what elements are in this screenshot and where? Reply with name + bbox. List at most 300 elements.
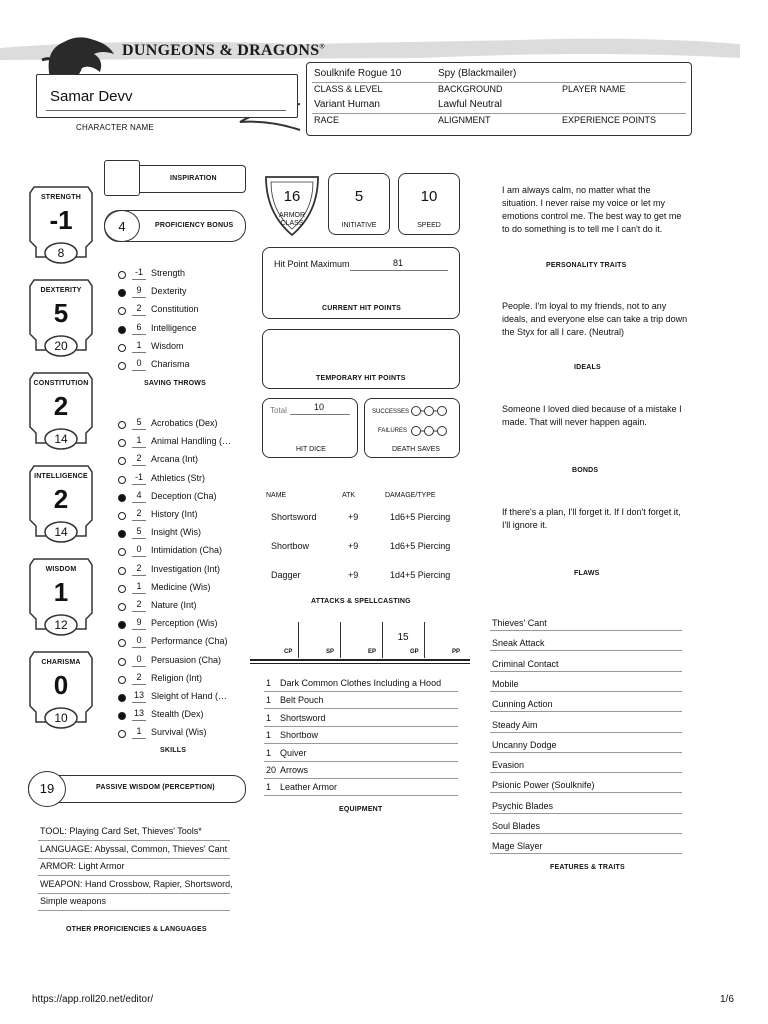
- bonds: [502, 403, 682, 479]
- failures-label: FAILURES: [378, 428, 408, 434]
- feature-name: Cunning Action: [492, 699, 553, 710]
- proficiency-dot[interactable]: [118, 621, 126, 629]
- coin-cell-ep[interactable]: [340, 622, 382, 658]
- modifier-underline: [132, 666, 146, 667]
- name: Performance (Cha): [151, 636, 228, 647]
- equipment-qty: 1: [266, 695, 272, 706]
- proficiency-dot[interactable]: [118, 494, 126, 502]
- proficiency-dot[interactable]: [118, 344, 126, 352]
- equipment-underline: [264, 795, 458, 796]
- saving-throw-row[interactable]: [110, 321, 250, 337]
- modifier-value: 0: [136, 635, 142, 646]
- equipment-name: Arrows: [280, 765, 309, 775]
- death-save-circles[interactable]: [408, 403, 452, 443]
- ideals: [502, 300, 692, 376]
- flaws-text[interactable]: If there's a plan, I'll forget it. If I don't forget it, I'll ignore it.: [502, 507, 681, 530]
- ability-score[interactable]: 14: [54, 525, 68, 539]
- name: Constitution: [151, 304, 199, 315]
- skill-row[interactable]: [110, 489, 250, 505]
- skill-row[interactable]: [110, 507, 250, 523]
- coin-divider: [340, 622, 341, 658]
- name: Medicine (Wis): [151, 581, 211, 592]
- ability-score[interactable]: 12: [54, 618, 68, 632]
- feature-underline: [490, 813, 682, 814]
- name: Stealth (Dex): [151, 709, 204, 720]
- modifier-value: 9: [136, 617, 142, 628]
- equipment-item[interactable]: [264, 711, 460, 727]
- name: Insight (Wis): [151, 527, 202, 538]
- ability-box: [28, 650, 94, 734]
- modifier-underline: [132, 484, 146, 485]
- ability-label: INTELLIGENCE: [34, 473, 88, 480]
- ability-modifier[interactable]: 5: [53, 298, 69, 328]
- modifier-underline: [132, 520, 146, 521]
- coin-label: GP: [410, 649, 419, 655]
- modifier-value: 6: [136, 321, 142, 332]
- skill-row[interactable]: [110, 653, 250, 669]
- modifier-underline: [132, 702, 146, 703]
- skill-row[interactable]: [110, 616, 250, 632]
- modifier-underline: [132, 315, 146, 316]
- logo-text: DUNGEONS & DRAGONS®: [122, 42, 325, 59]
- proficiency-line: LANGUAGE: Abyssal, Common, Thieves' Cant: [40, 843, 228, 854]
- proficiency-dot[interactable]: [118, 512, 126, 520]
- modifier-value: 0: [136, 358, 142, 368]
- modifier-underline: [132, 629, 146, 630]
- modifier-underline: [132, 334, 146, 335]
- equipment-section: [264, 676, 460, 821]
- feature-item[interactable]: [490, 697, 682, 715]
- armor-class-label-2: CLASS: [280, 220, 304, 227]
- proficiency-underline: [38, 840, 230, 841]
- attack-header-name: NAME: [266, 492, 287, 499]
- feature-name: Sneak Attack: [492, 638, 545, 649]
- feature-name: Psionic Power (Soulknife): [492, 780, 595, 791]
- modifier-underline: [132, 370, 146, 371]
- name: Charisma: [151, 359, 190, 369]
- skill-row[interactable]: [110, 471, 250, 487]
- feature-item[interactable]: [490, 616, 682, 634]
- money-section: [256, 622, 468, 664]
- coin-divider: [424, 622, 425, 658]
- ability-box: [28, 185, 94, 269]
- experience-label: EXPERIENCE POINTS: [562, 115, 657, 125]
- ability-modifier[interactable]: 1: [53, 577, 69, 607]
- modifier-underline: [132, 593, 146, 594]
- modifier-value: 1: [136, 339, 142, 350]
- name: Intelligence: [151, 322, 197, 333]
- equipment-underline: [264, 726, 458, 727]
- coin-label: SP: [326, 649, 335, 655]
- background-value[interactable]: Spy (Blackmailer): [438, 68, 517, 79]
- saving-throws: [110, 266, 250, 396]
- personality-traits: [502, 184, 682, 274]
- skill-row[interactable]: [110, 671, 250, 687]
- proficiency-dot[interactable]: [118, 289, 126, 297]
- name: Athletics (Str): [151, 472, 206, 483]
- feature-item[interactable]: [490, 738, 682, 756]
- skill-row[interactable]: [110, 452, 250, 468]
- saving-throw-row[interactable]: [110, 339, 250, 355]
- feature-underline: [490, 630, 682, 631]
- proficiency-dot[interactable]: [118, 271, 126, 279]
- other-proficiencies: [38, 826, 233, 936]
- ability-score[interactable]: 8: [57, 246, 65, 260]
- footer-page: 1/6: [720, 994, 734, 1005]
- name: Animal Handling (…: [151, 436, 232, 447]
- attack-damage: 1d6+5 Piercing: [390, 512, 451, 522]
- proficiency-line: Simple weapons: [40, 896, 107, 906]
- equipment-name: Quiver: [280, 747, 307, 758]
- ability-label: CHARISMA: [41, 659, 81, 666]
- equipment-underline: [264, 778, 458, 779]
- personality-label: PERSONALITY TRAITS: [546, 262, 627, 269]
- skill-row[interactable]: [110, 434, 250, 450]
- hp-max-value[interactable]: 81: [393, 258, 404, 268]
- skill-row[interactable]: [110, 562, 250, 578]
- alignment-value[interactable]: Lawful Neutral: [438, 99, 502, 110]
- armor-class-shield: [262, 173, 322, 239]
- proficiency-dot[interactable]: [118, 676, 126, 684]
- modifier-underline: [132, 684, 146, 685]
- equipment-underline: [264, 743, 458, 744]
- modifier-value: 5: [136, 526, 142, 537]
- ability-label: DEXTERITY: [40, 287, 82, 294]
- equipment-name: Belt Pouch: [280, 695, 324, 706]
- features-traits: [490, 616, 682, 878]
- modifier-underline: [132, 447, 146, 448]
- skills-label: SKILLS: [160, 747, 187, 754]
- proficiency-dot[interactable]: [118, 421, 126, 429]
- proficiency-dot[interactable]: [118, 694, 126, 702]
- feature-name: Uncanny Dodge: [492, 739, 557, 750]
- ability-modifier[interactable]: -1: [49, 205, 73, 235]
- name: Perception (Wis): [151, 618, 218, 629]
- name: Nature (Int): [151, 600, 197, 610]
- feature-item[interactable]: [490, 657, 682, 675]
- proficiency-underline: [38, 858, 230, 859]
- name: Investigation (Int): [151, 563, 221, 574]
- name: Strength: [151, 268, 186, 278]
- attack-name: Dagger: [271, 570, 301, 580]
- equipment-item[interactable]: [264, 728, 460, 744]
- footer-url[interactable]: https://app.roll20.net/editor/: [32, 994, 154, 1005]
- proficiency-dot[interactable]: [118, 603, 126, 611]
- equipment-label: EQUIPMENT: [339, 806, 383, 813]
- proficiency-dot[interactable]: [118, 730, 126, 738]
- hit-dice-label: HIT DICE: [296, 446, 326, 453]
- attacks-section: [262, 488, 458, 608]
- attack-bonus: +9: [348, 541, 359, 551]
- proficiency-dot[interactable]: [118, 548, 126, 556]
- coin-cell-sp[interactable]: [298, 622, 340, 658]
- ability-label: CONSTITUTION: [33, 380, 89, 387]
- ability-modifier[interactable]: 0: [53, 670, 69, 700]
- equipment-qty: 1: [266, 712, 272, 723]
- equipment-name: Shortbow: [280, 730, 319, 741]
- modifier-value: -1: [134, 471, 143, 482]
- modifier-underline: [132, 611, 146, 612]
- feature-item[interactable]: [490, 799, 682, 817]
- ability-box: [28, 371, 94, 455]
- modifier-value: 1: [136, 726, 142, 737]
- modifier-underline: [132, 738, 146, 739]
- equipment-name: Leather Armor: [280, 782, 338, 793]
- feature-name: Mage Slayer: [492, 841, 543, 852]
- modifier-value: -1: [134, 267, 143, 277]
- skill-row[interactable]: [110, 689, 250, 705]
- saving-throw-row[interactable]: [110, 357, 250, 373]
- attack-damage: 1d4+5 Piercing: [390, 570, 451, 580]
- feature-underline: [490, 792, 682, 793]
- feature-item[interactable]: [490, 778, 682, 796]
- inspiration-label: INSPIRATION: [170, 175, 217, 182]
- modifier-value: 13: [133, 690, 144, 700]
- proficiency-dot[interactable]: [118, 362, 126, 370]
- inspiration-checkbox[interactable]: [104, 160, 140, 196]
- modifier-underline: [132, 556, 146, 557]
- character-name-label: CHARACTER NAME: [76, 123, 154, 132]
- proficiency-dot[interactable]: [118, 307, 126, 315]
- modifier-underline: [132, 538, 146, 539]
- name: Acrobatics (Dex): [151, 418, 218, 428]
- equipment-qty: 1: [266, 782, 272, 793]
- class-level-value[interactable]: Soulknife Rogue 10: [314, 68, 402, 79]
- proficiency-dot[interactable]: [118, 639, 126, 647]
- modifier-underline: [132, 502, 146, 503]
- feature-item[interactable]: [490, 636, 682, 654]
- hp-max-label: Hit Point Maximum: [274, 259, 350, 269]
- skill-row[interactable]: [110, 707, 250, 723]
- feature-name: Soul Blades: [492, 821, 541, 831]
- ideals-label: IDEALS: [574, 364, 601, 371]
- character-name[interactable]: Samar Devv: [50, 88, 133, 105]
- hit-dice-total-value[interactable]: 10: [314, 402, 325, 412]
- skill-row[interactable]: [110, 580, 250, 596]
- proficiency-dot[interactable]: [118, 567, 126, 575]
- armor-class-label-1: ARMOR: [278, 212, 306, 219]
- saving-throw-row[interactable]: [110, 302, 250, 318]
- proficiency-dot[interactable]: [118, 530, 126, 538]
- ability-score[interactable]: 20: [54, 339, 68, 353]
- equipment-qty: 1: [266, 678, 272, 688]
- ability-label: STRENGTH: [40, 194, 82, 201]
- equipment-item[interactable]: [264, 763, 460, 779]
- ability-modifier[interactable]: 2: [53, 391, 69, 421]
- character-name-underline: [46, 110, 286, 111]
- modifier-value: 2: [136, 671, 142, 682]
- proficiency-value[interactable]: 4: [118, 219, 126, 234]
- saving-throw-row[interactable]: [110, 284, 250, 300]
- proficiency-line: TOOL: Playing Card Set, Thieves' Tools*: [40, 826, 202, 836]
- feature-name: Psychic Blades: [492, 800, 554, 811]
- skill-row[interactable]: [110, 543, 250, 559]
- name: Survival (Wis): [151, 727, 207, 738]
- coin-label: CP: [284, 649, 293, 655]
- proficiency-dot[interactable]: [118, 326, 126, 334]
- coin-cell-pp[interactable]: [424, 622, 466, 658]
- feature-underline: [490, 691, 682, 692]
- feature-name: Criminal Contact: [492, 658, 559, 669]
- attack-row[interactable]: [262, 541, 458, 557]
- feature-underline: [490, 650, 682, 651]
- proficiency-dot[interactable]: [118, 476, 126, 484]
- ability-score[interactable]: 14: [54, 432, 68, 446]
- ability-box: [28, 278, 94, 362]
- modifier-value: 13: [133, 708, 144, 719]
- attack-header-damage: DAMAGE/TYPE: [385, 492, 436, 499]
- bonds-text[interactable]: Someone I loved died because of a mistake I made. That will never happen again.: [502, 404, 682, 427]
- proficiency-underline: [38, 875, 230, 876]
- player-name-label: PLAYER NAME: [562, 84, 626, 94]
- attack-bonus: +9: [348, 512, 359, 522]
- coin-cell-gp[interactable]: [382, 622, 424, 658]
- equipment-item[interactable]: [264, 676, 460, 692]
- temp-hp-label: TEMPORARY HIT POINTS: [316, 375, 406, 382]
- modifier-value: 2: [136, 453, 142, 464]
- death-saves-label: DEATH SAVES: [392, 446, 440, 453]
- ability-scores: [28, 185, 98, 745]
- modifier-underline: [132, 279, 146, 280]
- successes-label: SUCCESSES: [372, 409, 410, 415]
- proficiency-label: PROFICIENCY BONUS: [155, 222, 234, 229]
- modifier-underline: [132, 352, 146, 353]
- armor-class-value[interactable]: 16: [283, 188, 301, 205]
- name: Religion (Int): [151, 672, 203, 683]
- speed-value[interactable]: 10: [420, 188, 438, 205]
- saving-throws-label: SAVING THROWS: [144, 380, 206, 387]
- modifier-value: 5: [136, 417, 142, 427]
- equipment-qty: 20: [266, 765, 277, 775]
- modifier-underline: [132, 297, 146, 298]
- background-label: BACKGROUND: [438, 84, 503, 94]
- ability-modifier[interactable]: 2: [53, 484, 69, 514]
- name: Dexterity: [151, 286, 187, 297]
- modifier-value: 2: [136, 562, 142, 573]
- feature-underline: [490, 671, 682, 672]
- modifier-value: 1: [136, 435, 142, 446]
- coin-value: 15: [397, 632, 409, 643]
- feature-item[interactable]: [490, 718, 682, 736]
- attacks-label: ATTACKS & SPELLCASTING: [311, 598, 411, 605]
- proficiency-dot[interactable]: [118, 439, 126, 447]
- proficiency-line: WEAPON: Hand Crossbow, Rapier, Shortsword,: [40, 878, 233, 889]
- skill-row[interactable]: [110, 598, 250, 614]
- feature-underline: [490, 732, 682, 733]
- features-label: FEATURES & TRAITS: [550, 864, 625, 871]
- proficiency-dot[interactable]: [118, 457, 126, 465]
- header: [0, 30, 768, 140]
- passive-perception-value[interactable]: 19: [39, 781, 55, 796]
- attack-name: Shortsword: [271, 512, 317, 522]
- coin-label: PP: [452, 649, 461, 655]
- speed-label: SPEED: [417, 222, 441, 229]
- feature-name: Thieves' Cant: [492, 618, 547, 628]
- skill-row[interactable]: [110, 725, 250, 741]
- ability-box: [28, 557, 94, 641]
- equipment-item[interactable]: [264, 746, 460, 762]
- feature-underline: [490, 853, 682, 854]
- race-value[interactable]: Variant Human: [314, 99, 380, 110]
- name: Arcana (Int): [151, 454, 199, 465]
- skills: [110, 416, 250, 761]
- equipment-name: Dark Common Clothes Including a Hood: [280, 678, 442, 688]
- class-level-label: CLASS & LEVEL: [314, 84, 383, 94]
- ability-score[interactable]: 10: [54, 711, 68, 725]
- feature-item[interactable]: [490, 839, 682, 857]
- skill-row[interactable]: [110, 416, 250, 432]
- coin-cell-cp[interactable]: [256, 622, 298, 658]
- modifier-value: 0: [136, 544, 142, 555]
- hit-dice-total-label: Total: [270, 406, 287, 415]
- attack-row[interactable]: [262, 512, 458, 528]
- initiative-label: INITIATIVE: [341, 222, 377, 229]
- modifier-underline: [132, 465, 146, 466]
- coin-label: EP: [368, 649, 377, 655]
- proficiency-dot[interactable]: [118, 712, 126, 720]
- modifier-value: 1: [136, 580, 142, 591]
- modifier-value: 2: [136, 599, 142, 609]
- feature-item[interactable]: [490, 677, 682, 695]
- equipment-underline: [264, 761, 458, 762]
- feature-item[interactable]: [490, 758, 682, 776]
- proficiency-dot[interactable]: [118, 658, 126, 666]
- ability-label: WISDOM: [45, 566, 77, 573]
- alignment-label: ALIGNMENT: [438, 115, 491, 125]
- equipment-item[interactable]: [264, 780, 460, 796]
- ideals-text[interactable]: People. I'm loyal to my friends, not to any ideals, and everyone else can take a trip down the Styx for all I care. (Neutral): [502, 301, 688, 337]
- coin-divider: [298, 622, 299, 658]
- feature-underline: [490, 833, 682, 834]
- flaws: [502, 506, 682, 582]
- feature-item[interactable]: [490, 819, 682, 837]
- name: History (Int): [151, 509, 198, 519]
- feature-name: Steady Aim: [492, 719, 538, 730]
- equipment-item[interactable]: [264, 693, 460, 709]
- passive-perception-label: PASSIVE WISDOM (PERCEPTION): [96, 784, 215, 791]
- skill-row[interactable]: [110, 525, 250, 541]
- proficiency-underline: [38, 893, 230, 894]
- feature-name: Mobile: [492, 678, 519, 689]
- equipment-underline: [264, 708, 458, 709]
- name: Deception (Cha): [151, 490, 217, 501]
- attack-row[interactable]: [262, 570, 458, 586]
- feature-underline: [490, 772, 682, 773]
- initiative-value[interactable]: 5: [354, 188, 364, 205]
- proficiency-line: ARMOR: Light Armor: [40, 861, 125, 871]
- flaws-label: FLAWS: [574, 570, 600, 577]
- attack-bonus: +9: [348, 570, 359, 580]
- name: Sleight of Hand (…: [151, 691, 228, 701]
- modifier-underline: [132, 647, 146, 648]
- other-proficiencies-label: OTHER PROFICIENCIES & LANGUAGES: [66, 926, 207, 933]
- bonds-label: BONDS: [572, 467, 599, 474]
- personality-text[interactable]: I am always calm, no matter what the situation. I never raise my voice or let my emotions control me. The best way to get me to do something is to tell me I can't do it.: [502, 185, 682, 234]
- equipment-qty: 1: [266, 730, 272, 741]
- modifier-value: 2: [136, 303, 142, 314]
- equipment-name: Shortsword: [280, 712, 326, 723]
- modifier-underline: [132, 575, 146, 576]
- name: Intimidation (Cha): [151, 545, 223, 556]
- skill-row[interactable]: [110, 634, 250, 650]
- current-hp-label: CURRENT HIT POINTS: [322, 305, 402, 312]
- saving-throw-row[interactable]: [110, 266, 250, 282]
- modifier-value: 4: [136, 489, 142, 500]
- proficiency-dot[interactable]: [118, 585, 126, 593]
- feature-underline: [490, 711, 682, 712]
- feature-name: Evasion: [492, 760, 525, 771]
- attack-header-atk: ATK: [342, 492, 356, 499]
